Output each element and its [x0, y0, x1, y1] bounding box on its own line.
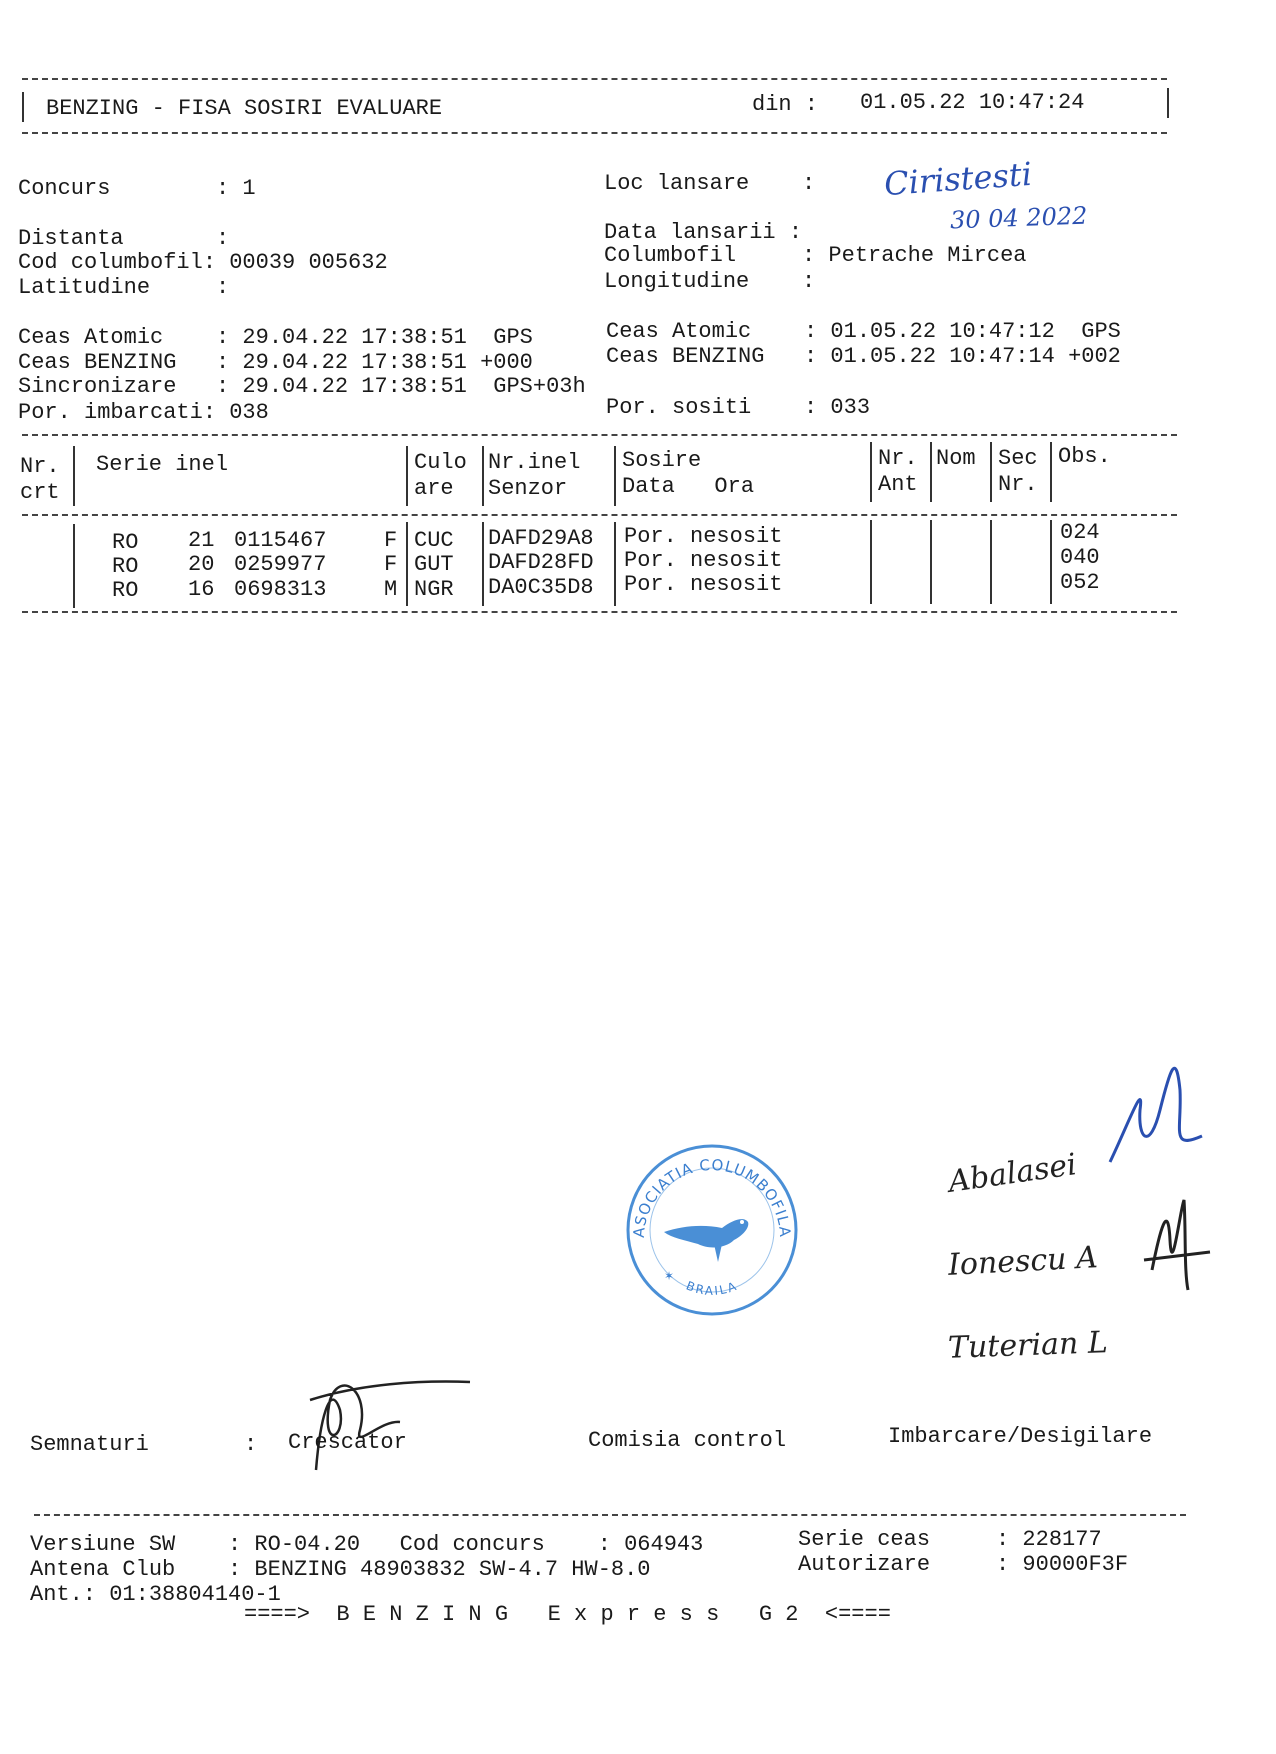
cell-culoare: CUC	[414, 528, 454, 553]
distanta-line: Distanta :	[18, 226, 230, 251]
col-sep	[1050, 520, 1052, 604]
antena-club-line: Antena Club : BENZING 48903832 SW-4.7 HW-8.0	[30, 1557, 651, 1582]
autorizare-line: Autorizare : 90000F3F	[798, 1552, 1129, 1577]
table-top-rule	[22, 434, 1177, 436]
signature-scribble	[1100, 1050, 1210, 1180]
col-sep	[73, 446, 75, 506]
cell-obs: 040	[1060, 545, 1100, 570]
latitudine-line: Latitudine :	[18, 275, 230, 300]
col-sep	[482, 522, 484, 606]
footer-rule	[34, 1514, 1186, 1516]
porumbei-imbarcati: Por. imbarcati: 038	[18, 400, 269, 425]
handwritten-date: 30 04 2022	[949, 201, 1088, 235]
col-sep	[406, 446, 408, 506]
ceas-atomic-end: Ceas Atomic : 01.05.22 10:47:12 GPS	[606, 319, 1121, 344]
ceas-benzing-start: Ceas BENZING : 29.04.22 17:38:51 +000	[18, 350, 533, 375]
col-sep	[73, 524, 75, 608]
signature-scribble	[300, 1360, 480, 1480]
columbofil-line: Columbofil : Petrache Mircea	[604, 243, 1027, 268]
header-datetime: 01.05.22 10:47:24	[860, 90, 1085, 115]
document-title: BENZING - FISA SOSIRI EVALUARE	[46, 96, 443, 121]
pigeon-icon	[664, 1219, 748, 1262]
header-left-bar	[22, 92, 24, 122]
col-sep	[930, 520, 932, 604]
th-sosire: Sosire Data Ora	[622, 448, 755, 499]
col-sep	[1050, 442, 1052, 502]
header-top-rule	[22, 78, 1167, 80]
cell-sosire: Por. nesosit	[624, 572, 783, 597]
comisia-control-label: Comisia control	[588, 1428, 787, 1453]
svg-text:BRAILA	[684, 1279, 740, 1298]
loc-lansare-line: Loc lansare :	[604, 171, 816, 196]
stamp-top-text: ASOCIATIA COLUMBOFILA	[629, 1155, 795, 1239]
cell-senzor: DAFD29A8	[488, 526, 594, 551]
club-stamp	[622, 1140, 802, 1320]
ceas-benzing-end: Ceas BENZING : 01.05.22 10:47:14 +002	[606, 344, 1121, 369]
signature-name-3: Tuterian L	[947, 1325, 1109, 1366]
sincronizare-line: Sincronizare : 29.04.22 17:38:51 GPS+03h	[18, 374, 586, 399]
signature-name-1: Abalasei	[946, 1147, 1079, 1200]
ceas-atomic-start: Ceas Atomic : 29.04.22 17:38:51 GPS	[18, 325, 533, 350]
imbarcare-desigilare-label: Imbarcare/Desigilare	[888, 1424, 1153, 1449]
crescator-label: Crescator	[288, 1430, 407, 1455]
col-sep	[990, 442, 992, 502]
longitudine-line: Longitudine :	[604, 269, 816, 294]
table-bottom-rule	[22, 611, 1177, 613]
cell-nr: 0115467	[234, 528, 327, 553]
th-senzor: Nr.inel Senzor	[488, 450, 581, 501]
cell-culoare: NGR	[414, 577, 454, 602]
col-sep	[930, 442, 932, 502]
cell-sosire: Por. nesosit	[624, 548, 783, 573]
semnaturi-label: Semnaturi	[30, 1432, 149, 1457]
cell-sex: F	[384, 552, 398, 577]
cell-nr: 0259977	[234, 552, 327, 577]
header-right-bar	[1167, 88, 1169, 118]
col-sep	[870, 442, 872, 502]
cell-an: 20	[188, 552, 215, 577]
col-sep	[614, 522, 616, 606]
signature-scribble	[1140, 1190, 1220, 1300]
cell-sosire: Por. nesosit	[624, 524, 783, 549]
table-header-rule	[22, 514, 1177, 516]
cell-nr: 0698313	[234, 577, 327, 602]
cell-obs: 024	[1060, 520, 1100, 545]
svg-text:✶: ✶	[664, 1269, 675, 1283]
cell-an: 16	[188, 577, 215, 602]
cell-sex: F	[384, 528, 398, 553]
th-culoare: Culo are	[414, 450, 467, 501]
porumbei-sositi: Por. sositi : 033	[606, 395, 871, 420]
versiune-sw-line: Versiune SW : RO-04.20 Cod concurs : 064943	[30, 1532, 704, 1557]
col-sep	[406, 522, 408, 606]
cell-culoare: GUT	[414, 552, 454, 577]
th-obs: Obs.	[1058, 444, 1111, 469]
col-sep	[482, 446, 484, 506]
header-bottom-rule	[22, 132, 1167, 134]
cell-tara: RO	[112, 578, 139, 603]
th-nom: Nom	[936, 446, 976, 471]
th-nr-crt: Nr. crt	[20, 454, 60, 505]
cell-obs: 052	[1060, 570, 1100, 595]
signature-name-2: Ionescu A	[947, 1240, 1099, 1283]
cell-senzor: DA0C35D8	[488, 575, 594, 600]
col-sep	[870, 520, 872, 604]
th-serie-inel: Serie inel	[96, 452, 229, 477]
cod-columbofil-line: Cod columbofil: 00039 005632	[18, 250, 388, 275]
data-lansarii-line: Data lansarii :	[604, 220, 803, 245]
concurs-line: Concurs : 1	[18, 176, 256, 201]
header-din-label: din :	[752, 92, 819, 117]
col-sep	[990, 520, 992, 604]
benzing-express-banner: ====> B E N Z I N G E x p r e s s G 2 <====	[244, 1602, 891, 1627]
handwritten-loc: Ciristesti	[882, 154, 1034, 204]
cell-senzor: DAFD28FD	[488, 550, 594, 575]
th-nr-ant: Nr. Ant	[878, 446, 918, 497]
cell-tara: RO	[112, 530, 139, 555]
cell-sex: M	[384, 577, 398, 602]
cell-an: 21	[188, 528, 215, 553]
cell-tara: RO	[112, 554, 139, 579]
stamp-bottom-text: BRAILA	[684, 1278, 740, 1298]
th-sec-nr: Sec Nr.	[998, 446, 1038, 497]
col-sep	[614, 446, 616, 506]
ant-line: Ant.: 01:38804140-1	[30, 1582, 281, 1607]
semnaturi-colon: :	[244, 1432, 258, 1457]
serie-ceas-line: Serie ceas : 228177	[798, 1527, 1102, 1552]
